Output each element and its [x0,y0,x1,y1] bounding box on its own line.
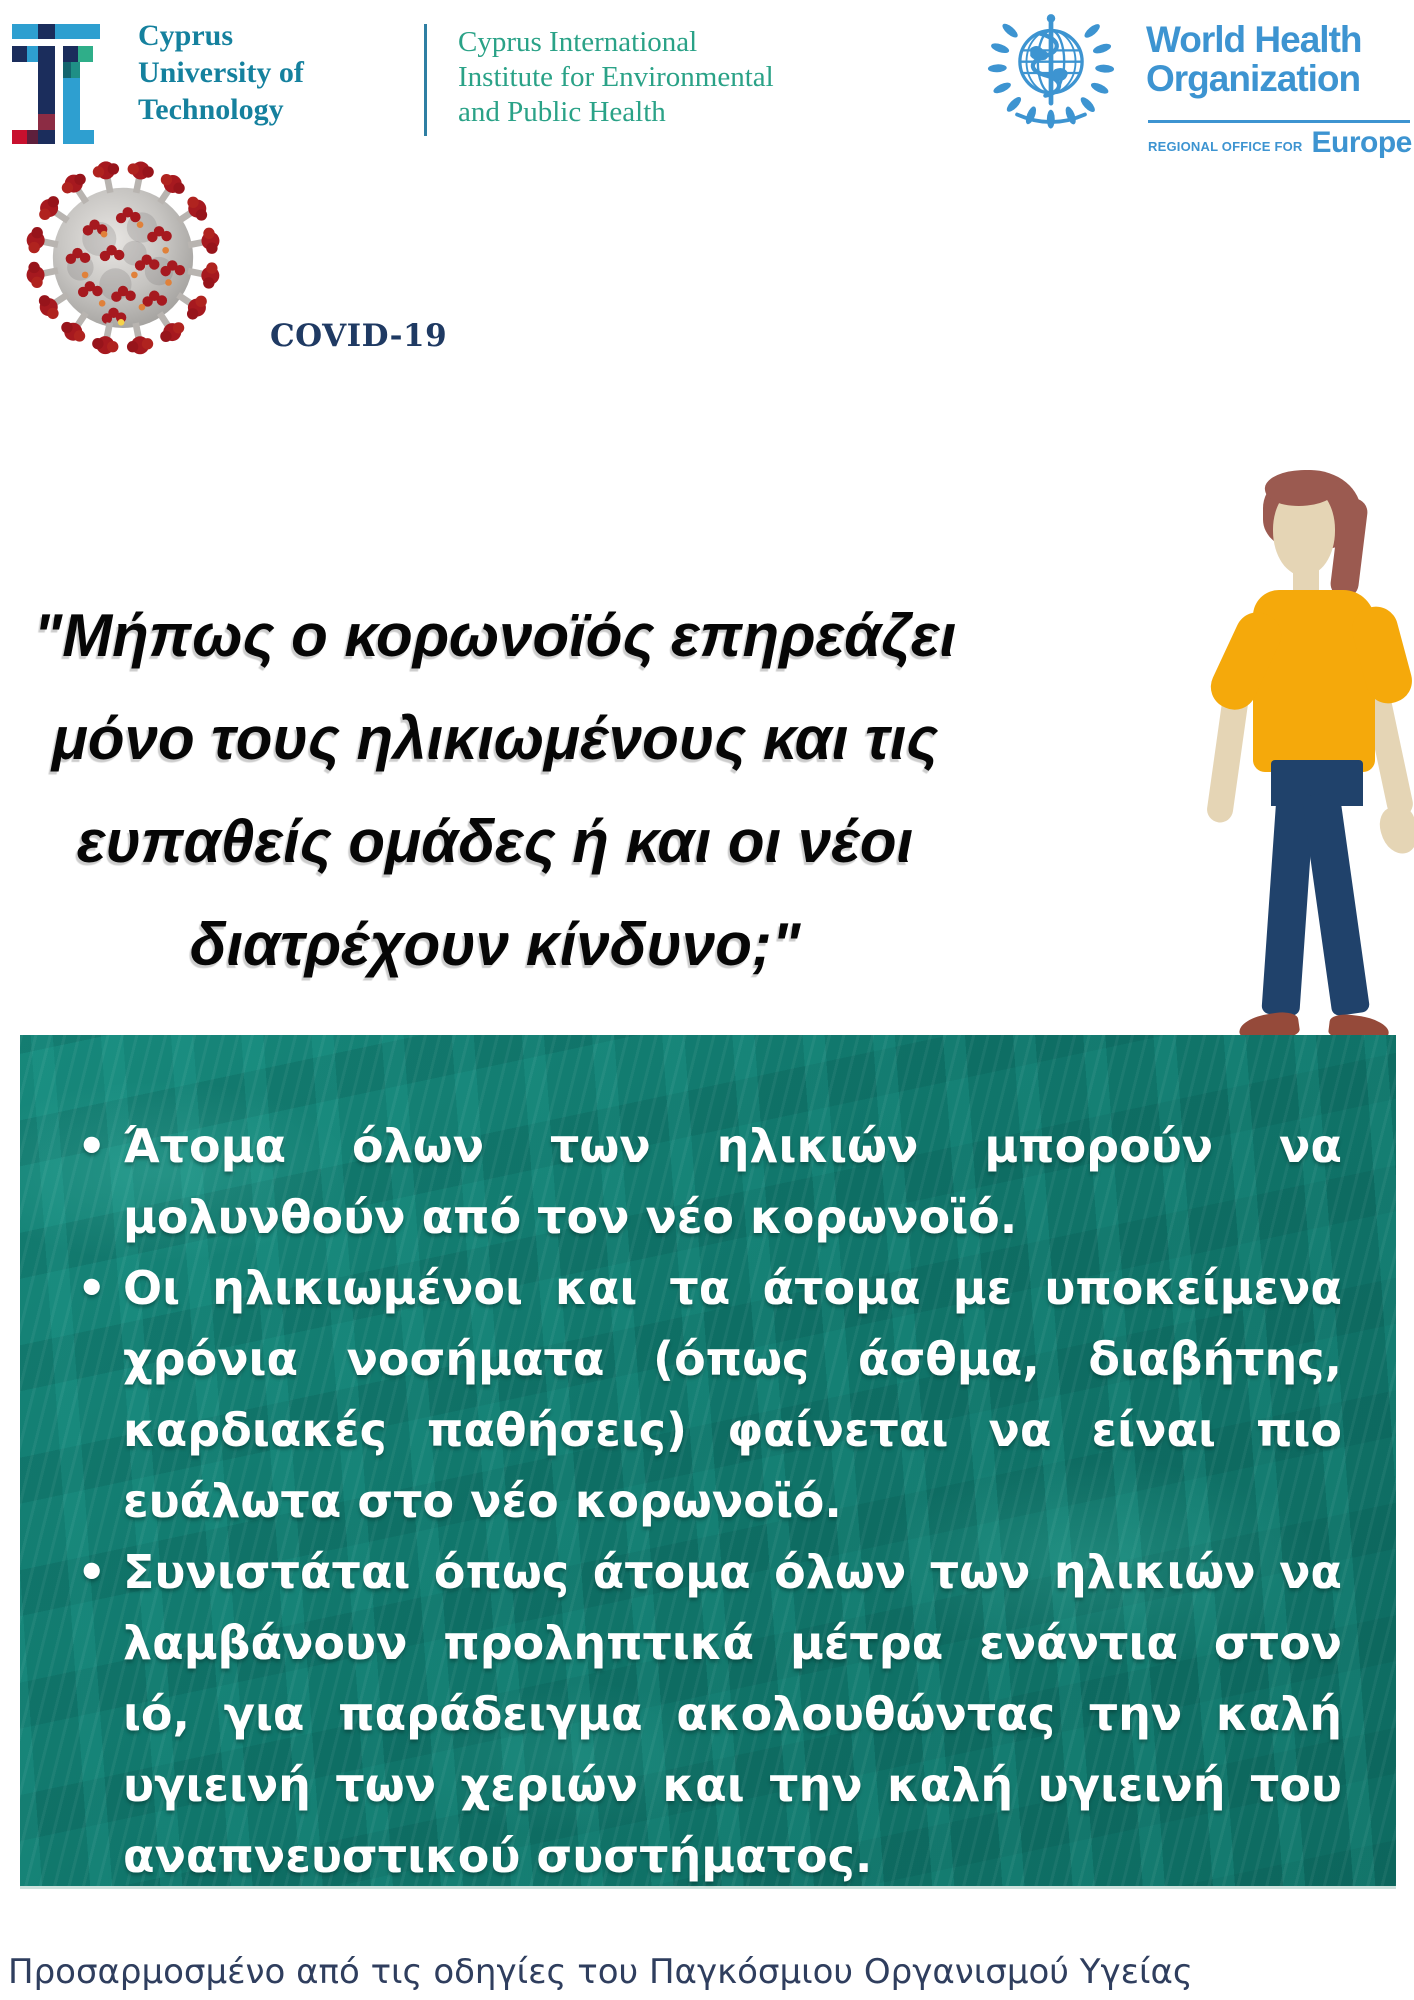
who-name-line: Organization [1146,58,1361,99]
virus-spike-stem [136,323,139,338]
virus-spike-stem [188,271,203,274]
virus-spike [203,277,214,288]
laurel-leaf [992,80,1012,95]
virus-spike [142,166,153,177]
virus-spike [116,213,126,223]
virus-spike [125,291,135,301]
ciieph-name-line: Institute for Environmental [458,61,774,93]
virus-spike [206,243,217,254]
virus-spike [135,260,145,270]
virus-spike [195,296,206,307]
logo-tile [63,46,78,62]
virus-spike [93,166,104,177]
ciieph-name-line: Cyprus International [458,26,698,58]
laurel-leaf [1047,110,1055,129]
laurel-leaf [1089,81,1109,96]
laurel-leaf [1000,21,1019,39]
virus-dot [118,319,125,326]
virus-spike [31,227,42,238]
who-regional-office [1148,128,1414,158]
logo-tile [27,130,38,144]
virus-spike [47,308,58,319]
virus-spike [160,266,170,276]
virus-spike [114,250,124,260]
virus-spike [80,253,90,263]
virus-spike [149,259,159,269]
question-line: "Μήπως ο κορωνοϊός επηρεάζει [33,602,957,669]
who-organization-name [1146,20,1362,98]
virus-spike [206,262,217,273]
laurel-leaf [1092,42,1112,55]
virus-spike [39,209,50,220]
laurel-leaf [1078,95,1097,114]
coronavirus-image [14,146,232,364]
young-person-illustration [1213,468,1413,1038]
virus-spike-stem [178,213,191,221]
virus-spike-stem [55,212,68,220]
virus-spike [39,295,50,306]
virus-spike [28,262,39,273]
virus-spike [61,322,72,333]
virus-spike-stem [43,242,58,245]
virus-spike [78,287,88,297]
virus-dot [165,279,172,286]
logo-tile [12,24,100,39]
virus-spike [147,232,157,242]
cut-university-name [138,17,304,128]
ciieph-institute-name [458,25,774,130]
cut-logo-mark [8,16,108,144]
laurel-leaf [1005,95,1024,114]
logo-divider [424,24,427,136]
region-label: Europe [1311,126,1412,159]
virus-spike-stem [107,323,110,338]
cut-name-line: Technology [138,93,284,126]
virus-spike-stem [78,190,86,203]
virus-spike [175,265,185,275]
virus-spike [187,308,198,319]
chalkboard-panel [20,1035,1396,1889]
logo-tile [63,62,71,78]
virus-spike [83,225,93,235]
virus-spike [74,174,85,185]
laurel-leaf [1082,22,1102,40]
virus-spike-stem [160,313,168,326]
who-emblem-icon [985,4,1117,142]
virus-spike [127,341,138,352]
virus-spike-stem [107,178,110,193]
cut-name-line: University of [138,56,304,89]
virus-dot [99,300,106,307]
virus-dot [162,247,169,254]
virus-spike-stem [188,242,203,245]
logo-tile [78,46,93,62]
virus-dot [137,221,144,228]
laurel-leaf [988,64,1007,73]
logo-tile [38,24,55,39]
virus-spike [196,209,207,220]
bullet-list [20,1035,1396,1892]
virus-spike [111,291,121,301]
logo-tile [12,46,27,62]
question-line: μόνο τους ηλικιωμένους και τις [51,705,939,772]
logo-tile [38,130,55,144]
virus-spike [142,338,153,349]
staff-head [1047,14,1055,22]
virus-spike [160,331,171,342]
source-attribution: Προσαρμοσμένο από τις οδηγίες του Παγκόσμιου Οργανισμού Υγείας [8,1952,1193,1992]
virus-spike [92,286,102,296]
laurel-leaf [1095,64,1114,73]
bullet-item: • Οι ηλικιωμένοι και τα άτομα με υποκείμενα χρόνια νοσήματα (όπως άσθμα, διαβήτης, καρδιακές παθήσεις) φαίνεται να είναι πιο ευάλωτα στο νέο κορωνοϊό. [123,1253,1342,1537]
virus-spike [187,197,198,208]
virus-spike [108,163,119,174]
bullet-item: • Άτομα όλων των ηλικιών μπορούν να μολυνθούν από τον νέο κορωνοϊό. [123,1111,1342,1253]
regional-office-label: REGIONAL OFFICE FOR [1148,139,1303,154]
virus-spike [203,228,214,239]
virus-spike-stem [55,295,68,303]
virus-spike-stem [43,271,58,274]
who-underline [1148,120,1410,123]
logo-tile [38,46,55,114]
logo-tile [71,62,80,78]
laurel-leaf [1064,105,1078,125]
virus-dot [139,304,146,311]
virus-spike [92,338,103,349]
person-right-leg [1302,791,1371,1016]
virus-spike [74,330,85,341]
question-heading [20,584,970,996]
virus-spike-stem [178,295,191,303]
laurel-leaf [990,41,1010,55]
virus-spike [62,182,73,193]
virus-spike-stem [77,313,85,326]
virus-spike [107,341,118,352]
virus-spike [161,231,171,241]
ciieph-name-line: and Public Health [458,96,666,128]
logo-tile [38,114,55,130]
virus-spike [102,313,112,323]
virus-spike [130,212,140,222]
covid-19-label: COVID-19 [270,318,448,354]
virus-spike [66,254,76,264]
logo-tile [63,78,80,130]
virus-dot [101,231,108,238]
laurel-leaf [1024,105,1038,125]
virus-spike [157,295,167,305]
logo-tile [63,130,94,144]
virus-spike [161,174,172,185]
person-right-hand [1375,802,1414,858]
question-line: διατρέχουν κίνδυνο;" [189,911,801,978]
virus-spike [173,182,184,193]
virus-spike [48,196,59,207]
virus-spike-stem [160,190,168,203]
logo-tile [27,46,38,62]
virus-spike [128,163,139,174]
virus-spike [31,277,42,288]
bullet-item: • Συνιστάται όπως άτομα όλων των ηλικιών να λαμβάνουν προληπτικά μέτρα ενάντια στον ιό, για παράδειγμα ακολουθώντας την καλή υγιεινή των χεριών και την καλή υγιεινή του αναπνευστικού συστήματος. [123,1537,1342,1892]
logo-tile [12,130,27,144]
cut-name-line: Cyprus [138,19,234,52]
question-line: ευπαθείς ομάδες ή και οι νέοι [76,808,914,875]
virus-dot [131,272,138,279]
virus-dot [82,272,89,279]
virus-spike-stem [136,178,139,193]
who-name-line: World Health [1146,19,1362,60]
virus-spike [173,322,184,333]
virus-spike [100,251,110,261]
virus-spike [28,242,39,253]
